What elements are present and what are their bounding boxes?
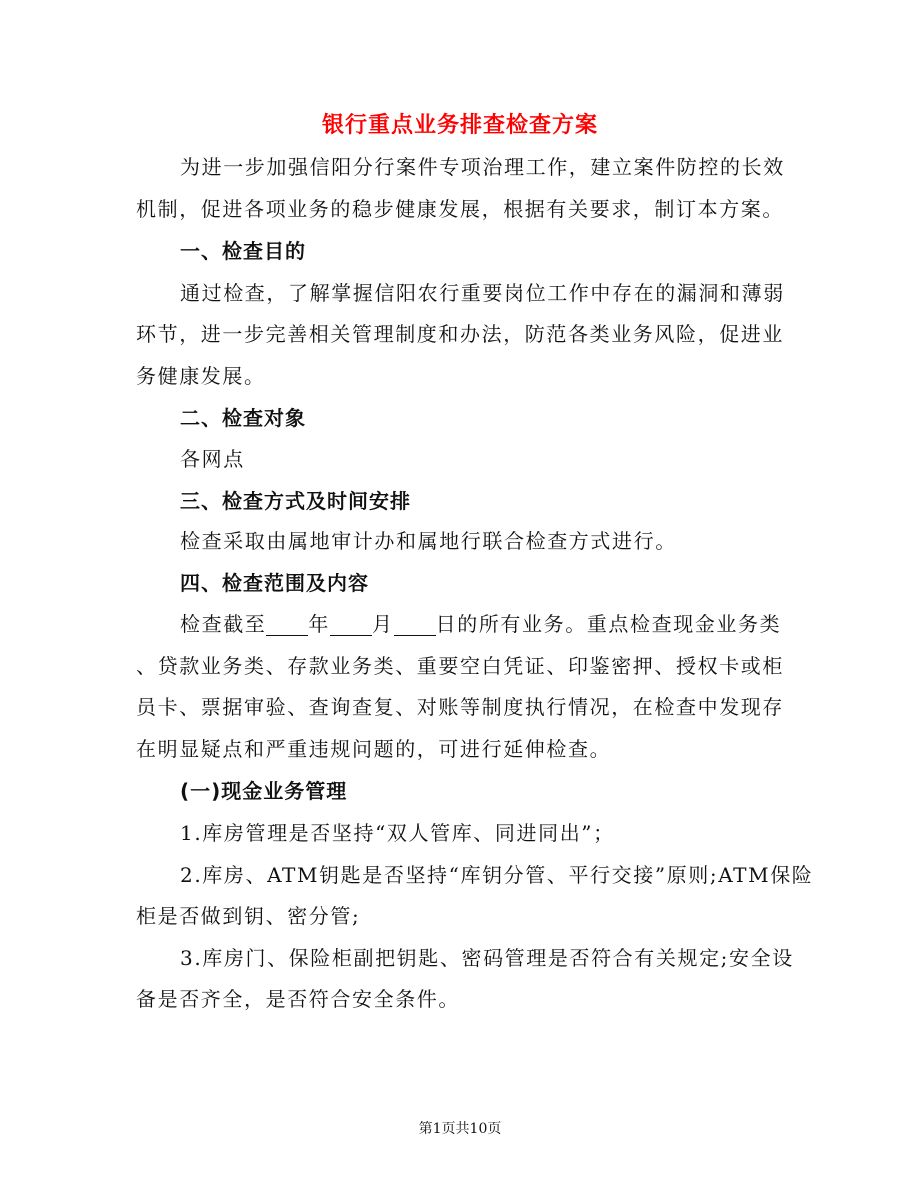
body-line: 环节，进一步完善相关管理制度和办法，防范各类业务风险，促进业 xyxy=(136,322,784,346)
list-item: 3.库房门、保险柜副把钥匙、密码管理是否符合有关规定;安全设 xyxy=(180,946,794,970)
text: 年 xyxy=(308,612,331,636)
body-line: 务健康发展。 xyxy=(136,364,266,388)
blank-field xyxy=(394,617,436,636)
list-item-cont: 柜是否做到钥、密分管; xyxy=(136,904,361,928)
body-line: 各网点 xyxy=(180,447,245,471)
intro-line: 为进一步加强信阳分行案件专项治理工作，建立案件防控的长效 xyxy=(180,155,785,179)
text: 月 xyxy=(372,612,394,636)
section-heading: 三、检查方式及时间安排 xyxy=(180,489,411,513)
section-heading: 一、检查目的 xyxy=(180,239,306,263)
body-line xyxy=(180,612,781,636)
blank-field xyxy=(330,617,372,636)
body-line: 检查采取由属地审计办和属地行联合检查方式进行。 xyxy=(180,529,677,553)
body-line: 、贷款业务类、存款业务类、重要空白凭证、印鉴密押、授权卡或柜 xyxy=(136,654,784,678)
subsection-heading: (一)现金业务管理 xyxy=(180,779,348,803)
intro-line: 机制，促进各项业务的稳步健康发展，根据有关要求，制订本方案。 xyxy=(136,197,784,221)
text: 日的所有业务。重点检查现金业务类 xyxy=(435,612,782,636)
list-item-cont: 备是否齐全，是否符合安全条件。 xyxy=(136,987,460,1011)
body-line: 在明显疑点和严重违规问题的，可进行延伸检查。 xyxy=(136,737,612,761)
document-title: 银行重点业务排查检查方案 xyxy=(321,113,598,138)
list-item: 2.库房、ATM钥匙是否坚持“库钥分管、平行交接”原则;ATM保险 xyxy=(180,863,814,887)
text: 检查截至 xyxy=(180,612,267,636)
section-heading: 二、检查对象 xyxy=(180,406,306,430)
blank-field xyxy=(266,617,308,636)
section-heading: 四、检查范围及内容 xyxy=(180,571,369,595)
page-footer: 第1页共10页 xyxy=(418,1121,502,1137)
body-line: 员卡、票据审验、查询查复、对账等制度执行情况，在检查中发现存 xyxy=(136,695,784,719)
list-item: 1.库房管理是否坚持“双人管库、同进同出”； xyxy=(180,821,615,845)
body-line: 通过检查，了解掌握信阳农行重要岗位工作中存在的漏洞和薄弱 xyxy=(180,281,785,305)
